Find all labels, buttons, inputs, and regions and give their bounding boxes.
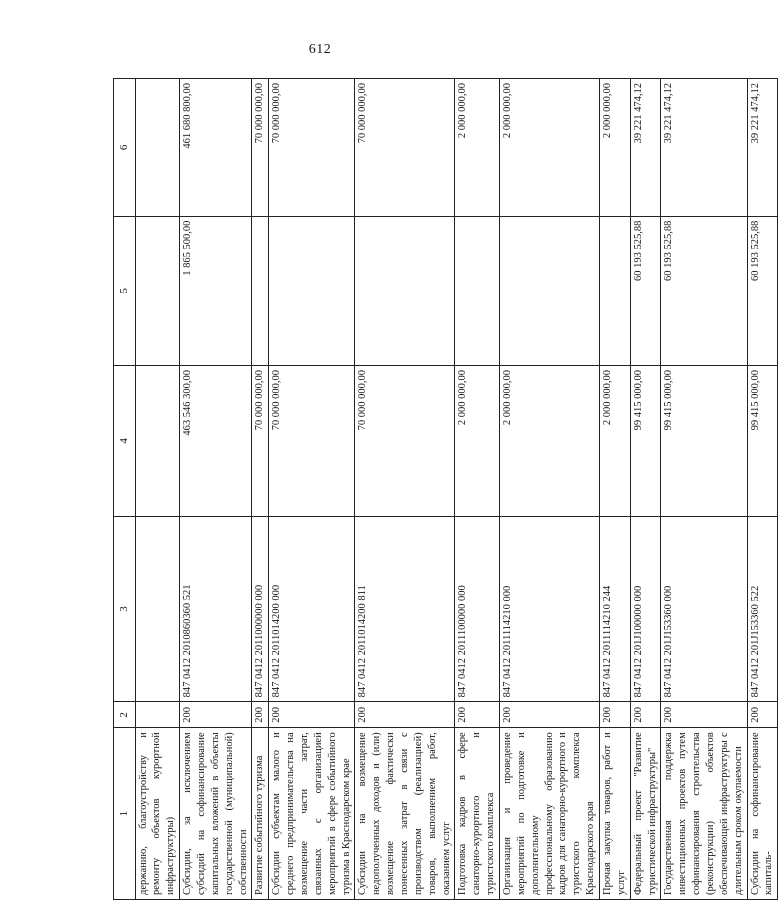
row-admin-code: 200 (355, 702, 455, 728)
row-amount-col-6: 70 000 000,00 (269, 79, 355, 217)
row-amount-col-5 (135, 216, 180, 365)
row-amount-col-4: 70 000 000,00 (355, 366, 455, 517)
row-budget-code: 847 0412 2011014200 811 (355, 516, 455, 702)
row-amount-col-5 (252, 216, 269, 365)
row-name: Субсидии субъектам малого и среднего предпринимательства на возмещение части затрат, связанных с организацией мероприятий в сфере событийного туризма в Краснодарском крае (269, 728, 355, 900)
row-amount-col-6: 70 000 000,00 (355, 79, 455, 217)
rotated-table-area (113, 78, 775, 900)
row-name: Федеральный проект "Развитие туристической инфраструктуры" (630, 728, 661, 900)
header-cell-col-5: 5 (114, 216, 136, 365)
row-admin-code: 200 (630, 702, 661, 728)
table-row (630, 79, 661, 900)
row-amount-col-4: 2 000 000,00 (500, 366, 600, 517)
row-amount-col-6: 39 221 474,12 (747, 79, 778, 217)
row-name: Организация и проведение мероприятий по подготовке и дополнительному профессиональному образованию кадров для санаторно-курортного и туристского комплекса Краснодарского края (500, 728, 600, 900)
row-admin-code (135, 702, 180, 728)
header-row (114, 79, 136, 900)
row-admin-code: 200 (269, 702, 355, 728)
row-name: держанию, благоустройству и ремонту объектов курортной инфраструктуры) (135, 728, 180, 900)
budget-table (113, 78, 778, 900)
row-amount-col-5: 60 193 525,88 (747, 216, 778, 365)
table-row (500, 79, 600, 900)
row-admin-code: 200 (600, 702, 631, 728)
table-row (269, 79, 355, 900)
table-row (180, 79, 252, 900)
row-name: Субсидии на возмещение недополученных доходов и (или) возмещение фактически понесенных затрат в связи с производством (реализацией) товаров, выполнением работ, оказанием услуг (355, 728, 455, 900)
table-row (355, 79, 455, 900)
row-amount-col-4: 99 415 000,00 (747, 366, 778, 517)
row-amount-col-6: 461 680 800,00 (180, 79, 252, 217)
row-amount-col-5: 60 193 525,88 (630, 216, 661, 365)
table-row (455, 79, 500, 900)
row-amount-col-4: 70 000 000,00 (252, 366, 269, 517)
row-admin-code: 200 (747, 702, 778, 728)
row-amount-col-6: 2 000 000,00 (500, 79, 600, 217)
row-budget-code: 847 0412 2011000000 000 (252, 516, 269, 702)
row-budget-code: 847 0412 2011114210 244 (600, 516, 631, 702)
row-amount-col-6: 2 000 000,00 (600, 79, 631, 217)
table-row (661, 79, 747, 900)
row-budget-code: 847 0412 2011114210 000 (500, 516, 600, 702)
table-row (600, 79, 631, 900)
row-amount-col-4 (135, 366, 180, 517)
row-name: Субсидии на софинансирование капиталь- (747, 728, 778, 900)
row-admin-code: 200 (455, 702, 500, 728)
row-amount-col-5: 1 865 500,00 (180, 216, 252, 365)
header-cell-col-2: 2 (114, 702, 136, 728)
row-name: Субсидии, за исключением субсидий на софинансирование капитальных вложений в объекты государственной (муниципальной) собственности (180, 728, 252, 900)
row-name: Прочая закупка товаров, работ и услуг (600, 728, 631, 900)
row-amount-col-5: 60 193 525,88 (661, 216, 747, 365)
row-admin-code: 200 (180, 702, 252, 728)
row-amount-col-6: 39 221 474,12 (661, 79, 747, 217)
row-amount-col-5 (269, 216, 355, 365)
row-amount-col-6: 2 000 000,00 (455, 79, 500, 217)
table-row (135, 79, 180, 900)
header-cell-col-3: 3 (114, 516, 136, 702)
row-name: Государственная поддержка инвестиционных проектов путем софинансирования строительства (реконструкции) объектов обеспечивающей инфраструктуры с длительным сроком окупаемости (661, 728, 747, 900)
row-budget-code: 847 0412 2010860360 521 (180, 516, 252, 702)
row-amount-col-6 (135, 79, 180, 217)
row-amount-col-4: 70 000 000,00 (269, 366, 355, 517)
row-name: Развитие событийного туризма (252, 728, 269, 900)
page-number: 612 (308, 42, 332, 57)
row-admin-code: 200 (661, 702, 747, 728)
row-name: Подготовка кадров в сфере санаторно-курортного и туристского комплекса (455, 728, 500, 900)
header-cell-col-1: 1 (114, 728, 136, 900)
row-amount-col-4: 99 415 000,00 (630, 366, 661, 517)
row-budget-code: 847 0412 201J153360 522 (747, 516, 778, 702)
table-row (252, 79, 269, 900)
row-amount-col-4: 2 000 000,00 (600, 366, 631, 517)
row-admin-code: 200 (252, 702, 269, 728)
row-amount-col-4: 463 546 300,00 (180, 366, 252, 517)
row-budget-code (135, 516, 180, 702)
row-amount-col-6: 39 221 474,12 (630, 79, 661, 217)
table-row (747, 79, 778, 900)
row-budget-code: 847 0412 2011014200 000 (269, 516, 355, 702)
row-amount-col-4: 2 000 000,00 (455, 366, 500, 517)
row-amount-col-5 (600, 216, 631, 365)
row-amount-col-5 (500, 216, 600, 365)
row-admin-code: 200 (500, 702, 600, 728)
header-cell-col-6: 6 (114, 79, 136, 217)
row-amount-col-5 (355, 216, 455, 365)
row-amount-col-5 (455, 216, 500, 365)
rotated-content (113, 78, 775, 900)
row-amount-col-6: 70 000 000,00 (252, 79, 269, 217)
row-budget-code: 847 0412 201J153360 000 (661, 516, 747, 702)
row-budget-code: 847 0412 2011100000 000 (455, 516, 500, 702)
row-amount-col-4: 99 415 000,00 (661, 366, 747, 517)
row-budget-code: 847 0412 201J100000 000 (630, 516, 661, 702)
header-cell-col-4: 4 (114, 366, 136, 517)
